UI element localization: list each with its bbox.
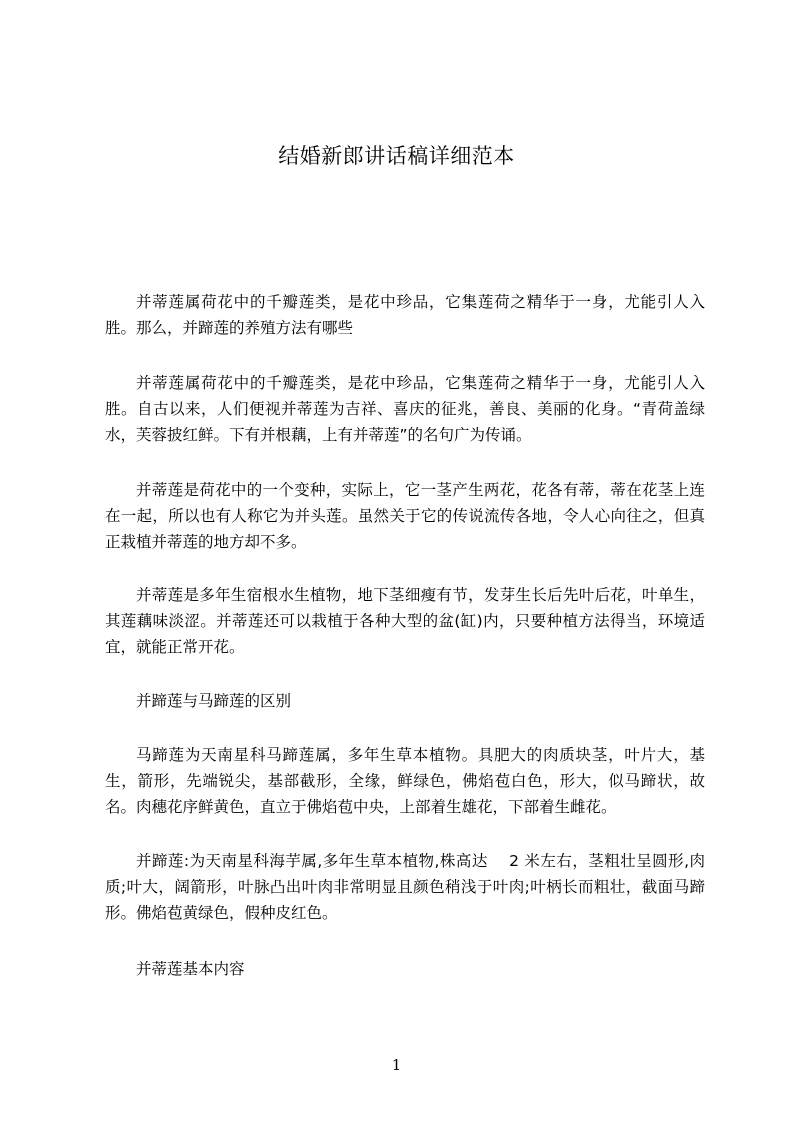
page-number: 1 bbox=[391, 1056, 402, 1074]
paragraph-intro: 并蒂莲属荷花中的千瓣莲类，是花中珍品，它集莲荷之精华于一身，尤能引人入胜。那么，并蹄莲的养殖方法有哪些 bbox=[105, 293, 705, 337]
section-heading-basics: 并蒂莲基本内容 bbox=[136, 960, 245, 978]
paragraph-cultivation: 并蒂莲是多年生宿根水生植物，地下茎细瘦有节，发芽生长后先叶后花，叶单生，其莲藕味淡涩。并蒂莲还可以栽植于各种大型的盆(缸)内，只要种植方法得当，环境适宜，就能正常开花。 bbox=[105, 586, 705, 656]
paragraph-variety: 并蒂莲是荷花中的一个变种，实际上，它一茎产生两花，花各有蒂，蒂在花茎上连在一起，所以也有人称它为并头莲。虽然关于它的传说流传各地，令人心向往之，但真正栽植并蒂莲的地方却不多。 bbox=[105, 481, 705, 551]
document-title: 结婚新郎讲话稿详细范本 bbox=[278, 144, 515, 168]
paragraph-history: 并蒂莲属荷花中的千瓣莲类，是花中珍品，它集莲荷之精华于一身，尤能引人入胜。自古以来，人们便视并蒂莲为吉祥、喜庆的征兆，善良、美丽的化身。“青荷盖绿水，芙蓉披红鲜。下有并根藕，上有并蒂莲”的名句广为传诵。 bbox=[105, 374, 705, 444]
paragraph-calla-lily: 马蹄莲为天南星科马蹄莲属，多年生草本植物。具肥大的肉质块茎，叶片大，基生，箭形，先端锐尖，基部截形，全缘，鲜绿色，佛焰苞白色，形大，似马蹄状，故名。肉穗花序鲜黄色，直立于佛焰苞中央，上部着生雄花，下部着生雌花。 bbox=[105, 746, 705, 816]
section-heading-difference: 并蹄莲与马蹄莲的区别 bbox=[136, 692, 292, 710]
paragraph-alocasia: 并蹄莲:为天南星科海芋属,多年生草本植物,株高达 2 米左右，茎粗壮呈圆形,肉质;叶大，阔箭形，叶脉凸出叶肉非常明显且颜色稍浅于叶肉;叶柄长而粗壮，截面马蹄形。佛焰苞黄绿色，假种皮红色。 bbox=[105, 852, 705, 922]
